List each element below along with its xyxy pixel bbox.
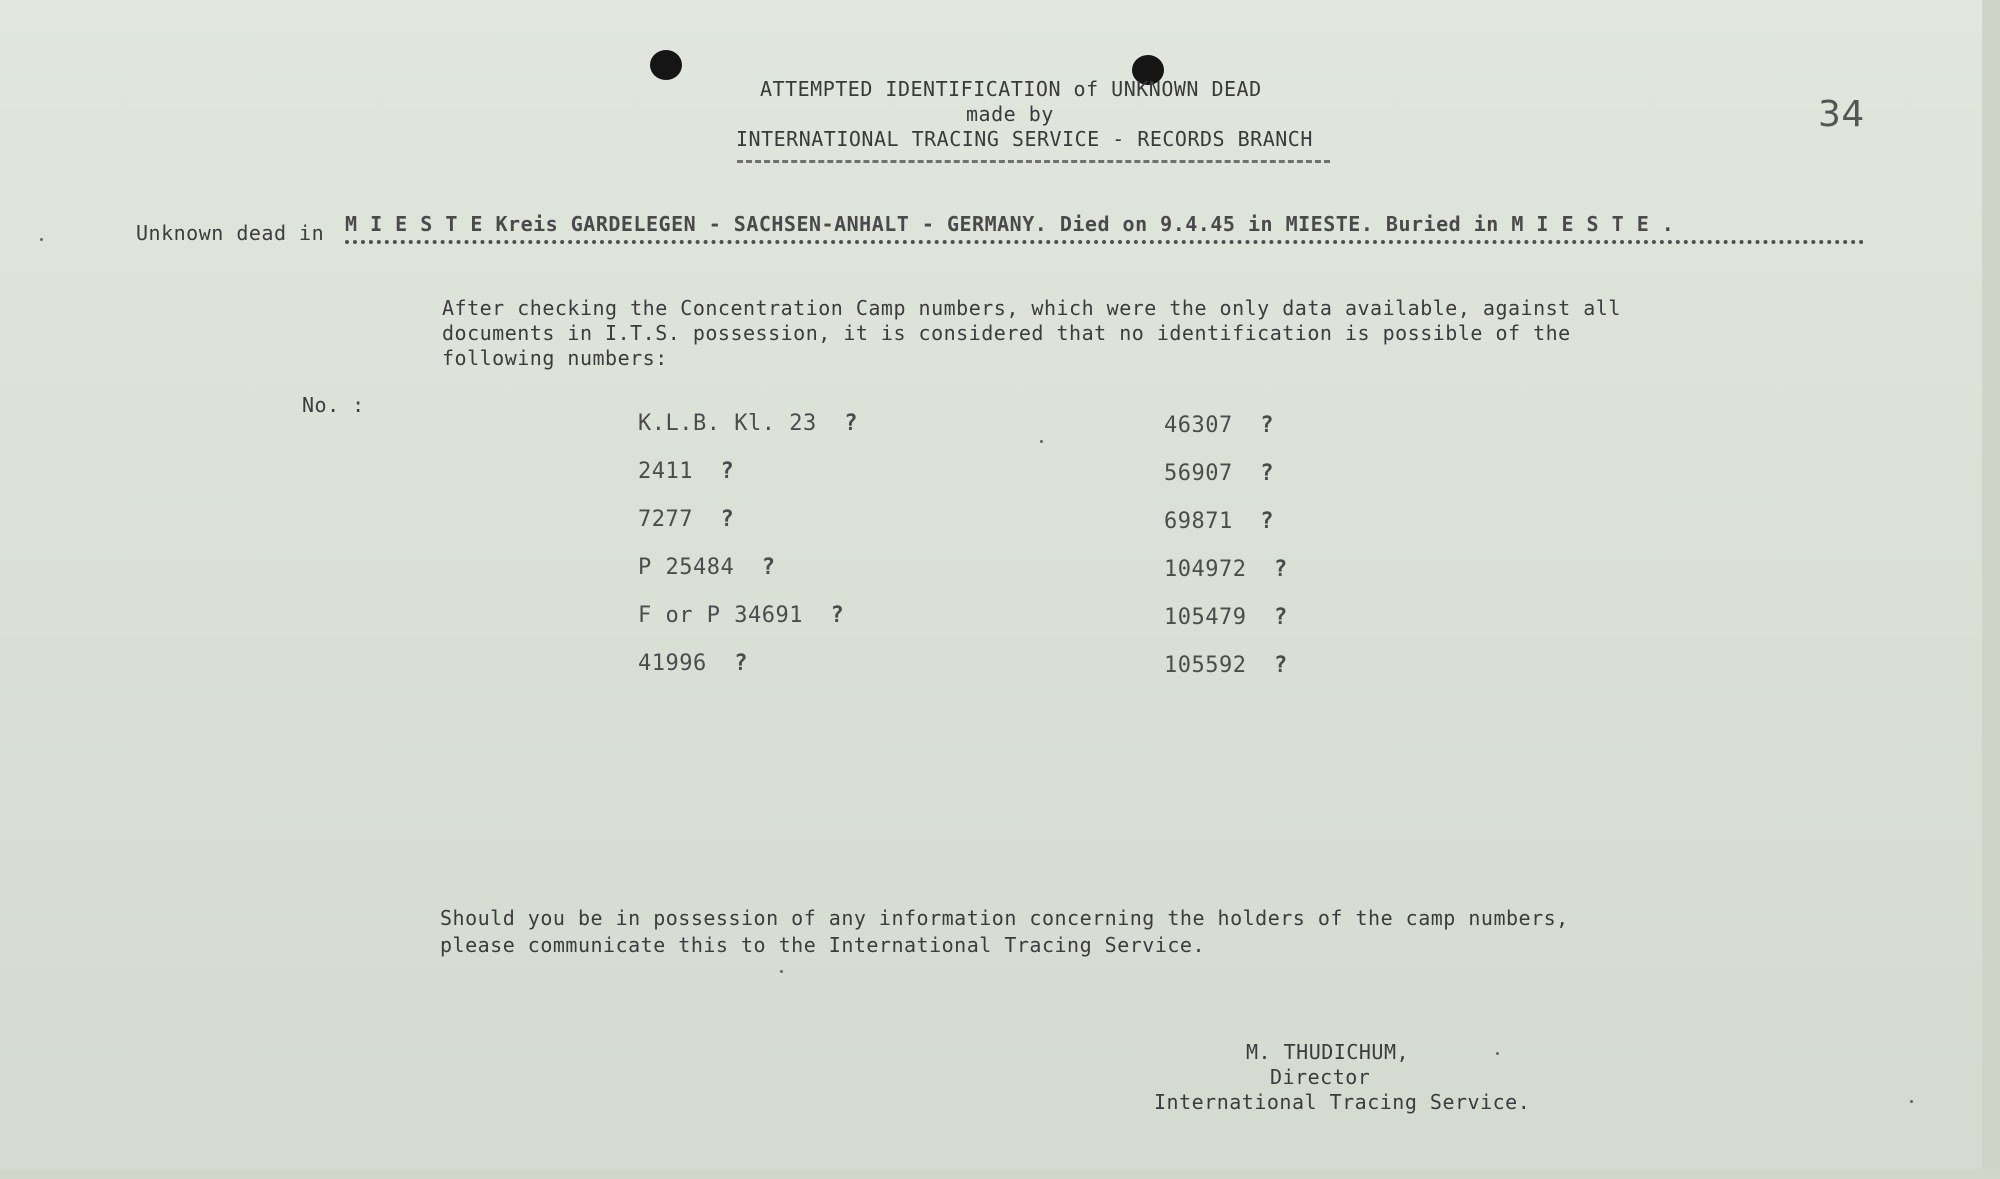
page-edge [1982, 0, 2000, 1179]
closing-line-2: please communicate this to the International Tracing Service. [440, 933, 1206, 957]
page-number: 34 [1818, 94, 1865, 135]
camp-number-right-3: 69871 ? [1164, 509, 1274, 534]
header-title: ATTEMPTED IDENTIFICATION of UNKNOWN DEAD [760, 77, 1262, 101]
signature-name: M. THUDICHUM, [1246, 1040, 1410, 1064]
closing-line-1: Should you be in possession of any information concerning the holders of the camp numbers, [440, 906, 1569, 930]
numbers-label: No. : [302, 393, 365, 417]
camp-number-left-2: 2411 ? [638, 459, 735, 484]
camp-number-right-1: 46307 ? [1164, 413, 1274, 438]
subject-dotted-line [345, 240, 1865, 248]
paper-speck [1910, 1100, 1913, 1103]
header-organization: INTERNATIONAL TRACING SERVICE - RECORDS BRANCH [736, 127, 1313, 151]
body-line-2: documents in I.T.S. possession, it is considered that no identification is possible of the [442, 321, 1571, 345]
header-made-by: made by [966, 102, 1054, 126]
camp-number-left-4: P 25484 ? [638, 555, 776, 580]
body-line-3: following numbers: [442, 346, 668, 370]
paper-speck [40, 238, 43, 241]
camp-number-right-6: 105592 ? [1164, 653, 1288, 678]
signature-title: Director [1270, 1065, 1371, 1089]
subject-prefix: Unknown dead in [136, 221, 325, 245]
punch-hole-left [650, 50, 682, 80]
camp-number-right-4: 104972 ? [1164, 557, 1288, 582]
page-edge-bottom [0, 1169, 2000, 1179]
camp-number-left-5: F or P 34691 ? [638, 603, 845, 628]
camp-number-left-6: 41996 ? [638, 651, 748, 676]
camp-number-right-2: 56907 ? [1164, 461, 1274, 486]
camp-number-right-5: 105479 ? [1164, 605, 1288, 630]
paper-speck [780, 970, 783, 973]
camp-number-left-1: K.L.B. Kl. 23 ? [638, 411, 858, 436]
paper-speck [1496, 1052, 1499, 1055]
header-underline [737, 160, 1330, 166]
subject-details: M I E S T E Kreis GARDELEGEN - SACHSEN-ANHALT - GERMANY. Died on 9.4.45 in MIESTE. Buried in M I E S T E . [345, 212, 1675, 236]
camp-number-left-3: 7277 ? [638, 507, 735, 532]
paper-speck [1040, 440, 1043, 443]
body-line-1: After checking the Concentration Camp numbers, which were the only data available, against all [442, 296, 1621, 320]
signature-organization: International Tracing Service. [1154, 1090, 1531, 1114]
